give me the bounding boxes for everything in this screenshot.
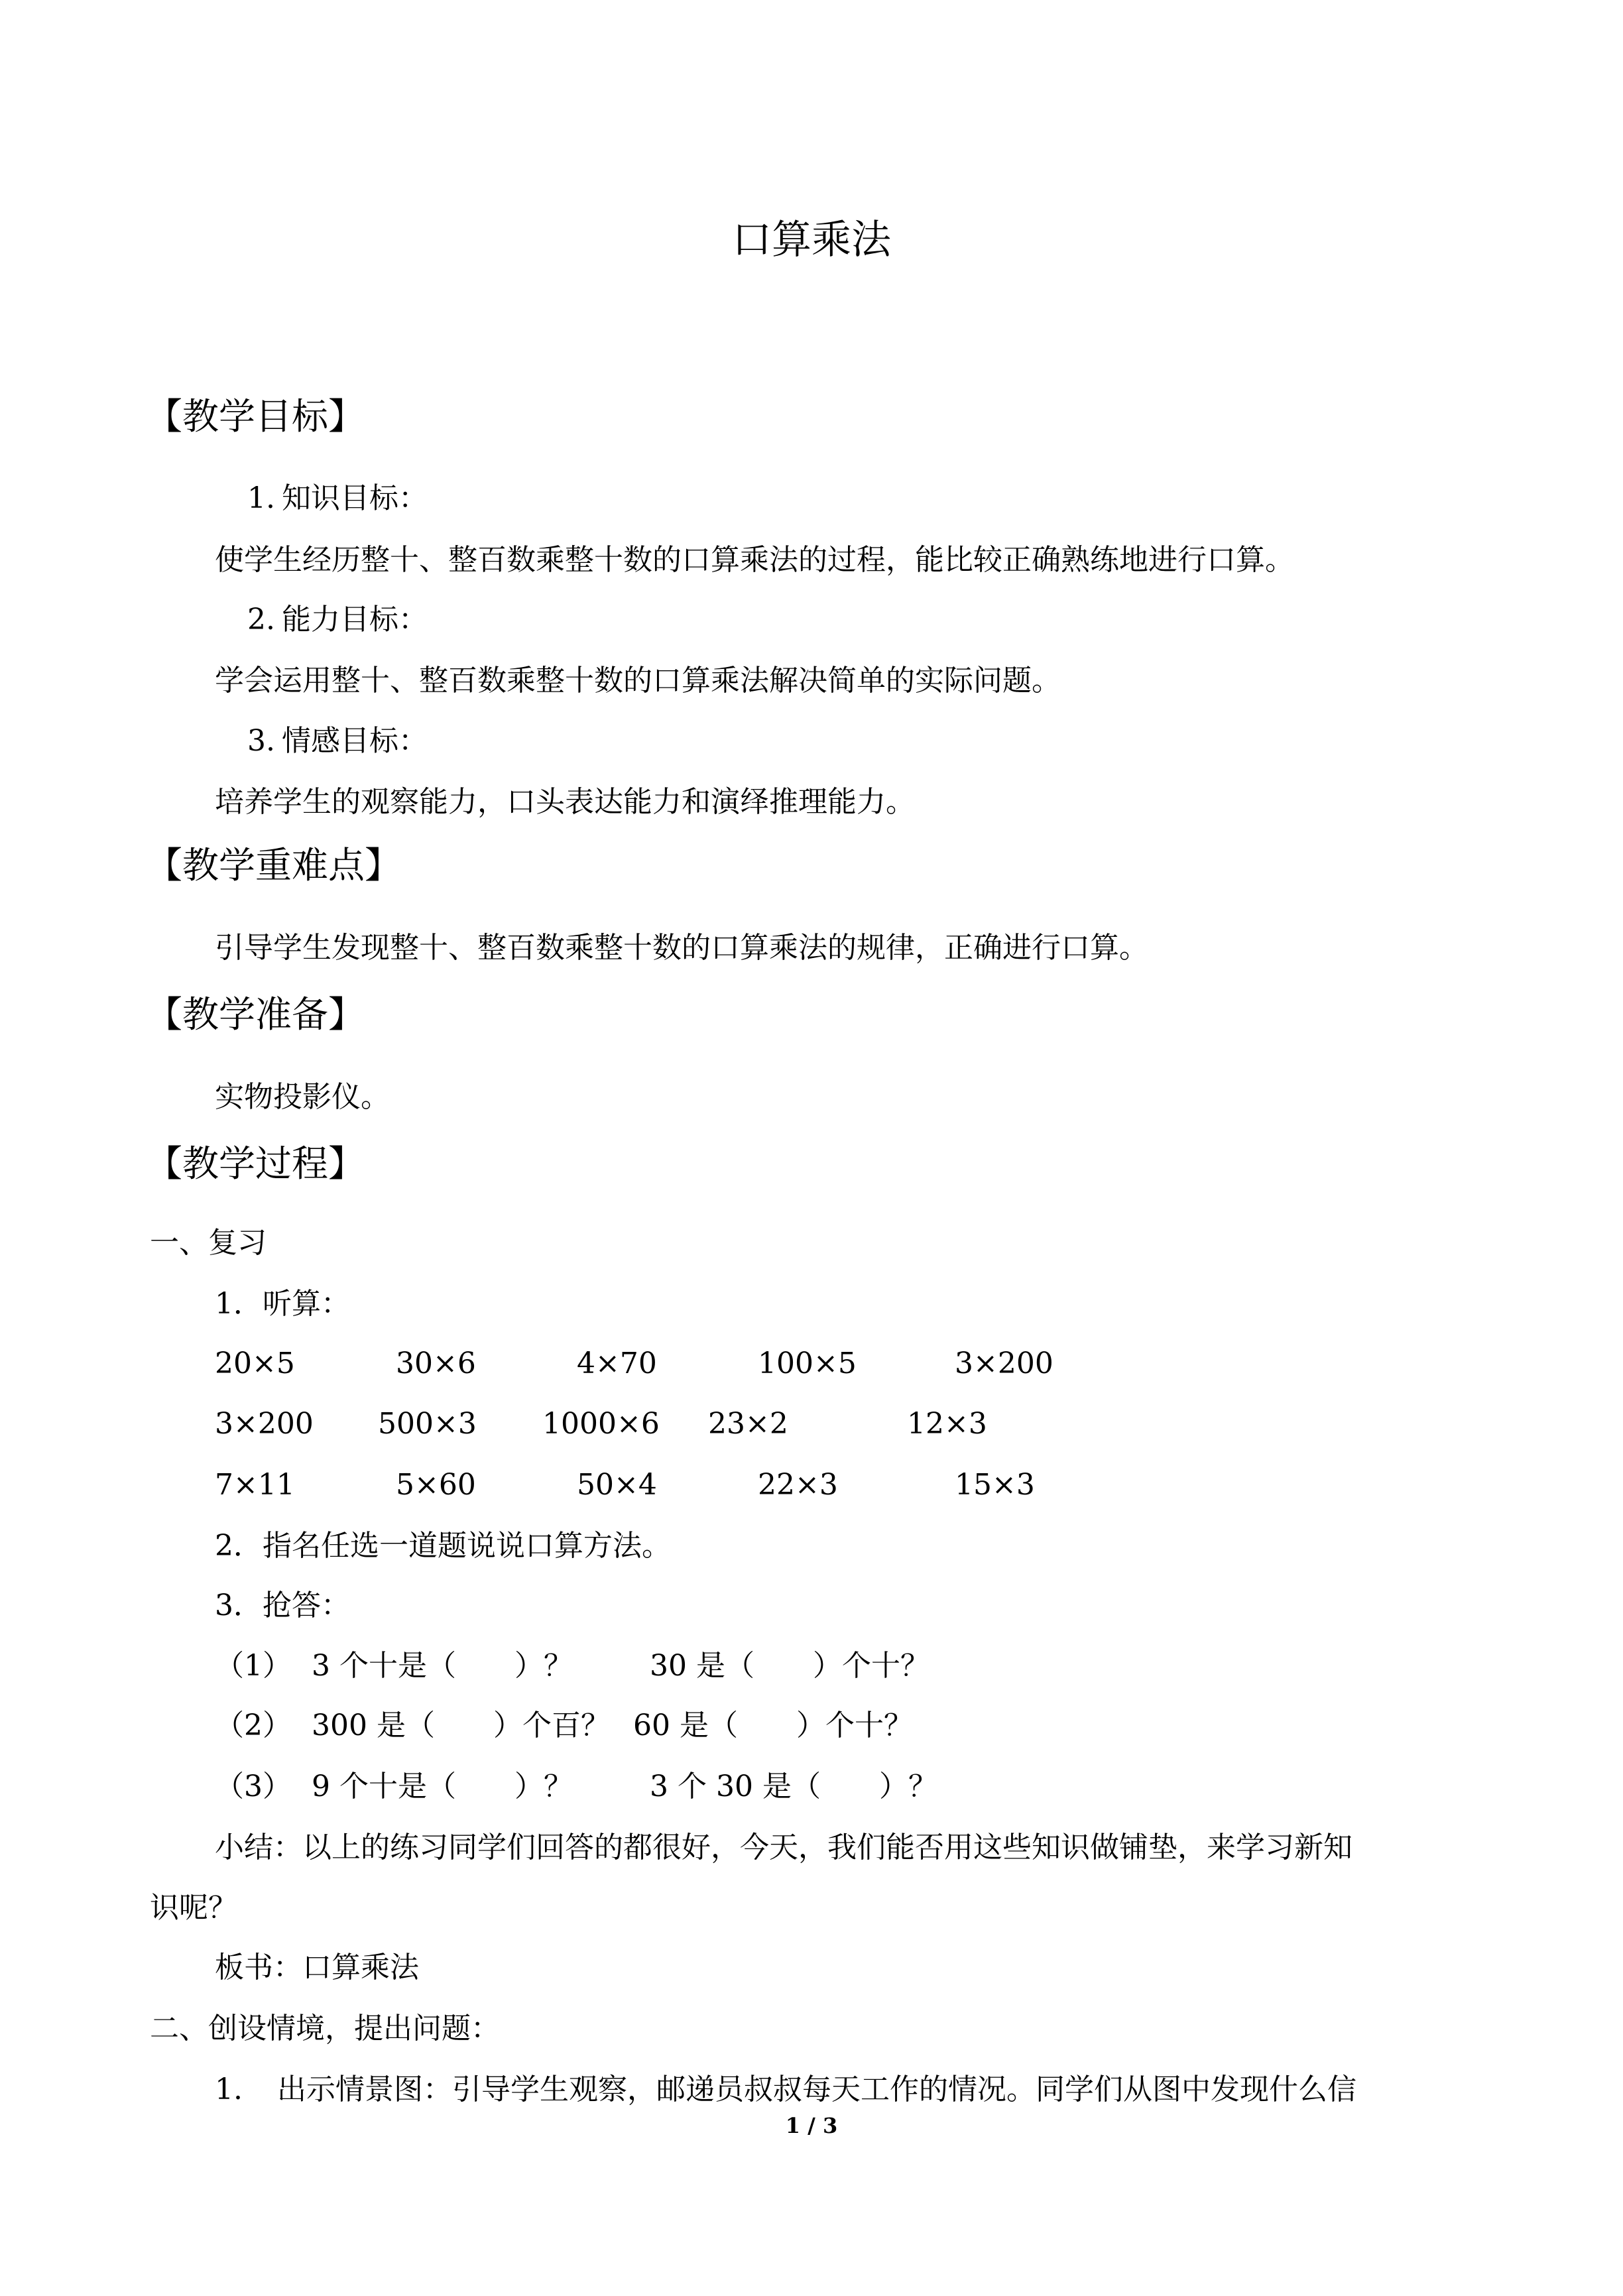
- calc-r2-c1: 3×200: [215, 1407, 314, 1441]
- preparation-text: 实物投影仪。: [215, 1080, 390, 1114]
- calc-r1-c3: 4×70: [577, 1347, 657, 1380]
- goal-label-1: 知识目标：: [282, 481, 428, 515]
- calc-r1-c2: 30×6: [396, 1347, 476, 1380]
- calc-r3-c1: 7×11: [215, 1468, 295, 1502]
- calc-r3-c5: 15×3: [955, 1468, 1035, 1502]
- review-item-3: 3．抢答：: [215, 1589, 350, 1622]
- difficulties-text: 引导学生发现整十、整百数乘整十数的口算乘法的规律，正确进行口算。: [215, 931, 1148, 965]
- calc-r3-c3: 50×4: [577, 1468, 657, 1502]
- heading-teaching-goals: 【教学目标】: [146, 395, 365, 438]
- part1-title: 一、复习: [150, 1226, 267, 1260]
- quick-answer-3b: 3 个 30 是（ ）？: [650, 1770, 937, 1803]
- heading-key-difficulties: 【教学重难点】: [146, 844, 402, 886]
- heading-preparation: 【教学准备】: [146, 993, 365, 1036]
- calc-r2-c5: 12×3: [907, 1407, 987, 1441]
- calc-r1-c1: 20×5: [215, 1347, 295, 1380]
- calc-r2-c3: 1000×6: [542, 1407, 660, 1441]
- quick-answer-number-3: （3）: [215, 1770, 292, 1803]
- quick-answer-3a: 9 个十是（ ）？: [312, 1770, 573, 1803]
- document-title: 口算乘法: [732, 217, 891, 263]
- calc-r2-c4: 23×2: [708, 1407, 788, 1441]
- part2-item1-number: 1.: [215, 2073, 243, 2106]
- quick-answer-2a: 300 是（ ）个百？: [312, 1709, 610, 1742]
- calc-r3-c4: 22×3: [758, 1468, 838, 1502]
- calc-r3-c2: 5×60: [396, 1468, 476, 1502]
- review-item-2: 2．指名任选一道题说说口算方法。: [215, 1529, 671, 1563]
- goal-label-2: 能力目标：: [282, 603, 428, 636]
- part2-item1-text: 出示情景图：引导学生观察，邮递员叔叔每天工作的情况。同学们从图中发现什么信: [277, 2073, 1356, 2106]
- summary-line-2: 识呢？: [150, 1891, 237, 1925]
- quick-answer-1a: 3 个十是（ ）？: [312, 1649, 573, 1683]
- calc-r1-c4: 100×5: [758, 1347, 857, 1380]
- goal-text-1: 使学生经历整十、整百数乘整十数的口算乘法的过程，能比较正确熟练地进行口算。: [215, 543, 1294, 577]
- goal-text-3: 培养学生的观察能力，口头表达能力和演绎推理能力。: [215, 785, 915, 819]
- quick-answer-number-2: （2）: [215, 1709, 292, 1742]
- quick-answer-number-1: （1）: [215, 1649, 292, 1683]
- goal-number-2: 2.: [247, 603, 275, 636]
- goal-number-1: 1.: [247, 481, 275, 515]
- goal-number-3: 3.: [247, 724, 275, 758]
- quick-answer-1b: 30 是（ ）个十？: [650, 1649, 930, 1683]
- calc-r1-c5: 3×200: [955, 1347, 1053, 1380]
- part2-title: 二、创设情境，提出问题：: [150, 2012, 500, 2045]
- calc-r2-c2: 500×3: [378, 1407, 477, 1441]
- listen-calc-label: 1．听算：: [215, 1287, 350, 1321]
- goal-text-2: 学会运用整十、整百数乘整十数的口算乘法解决简单的实际问题。: [215, 664, 1061, 697]
- heading-teaching-process: 【教学过程】: [146, 1142, 365, 1185]
- page-number: 1 / 3: [785, 2113, 838, 2138]
- quick-answer-2b: 60 是（ ）个十？: [633, 1709, 913, 1742]
- summary-line-1: 小结：以上的练习同学们回答的都很好，今天，我们能否用这些知识做铺垫，来学习新知: [215, 1831, 1352, 1864]
- goal-label-3: 情感目标：: [282, 724, 428, 758]
- blackboard-note: 板书：口算乘法: [215, 1951, 419, 1984]
